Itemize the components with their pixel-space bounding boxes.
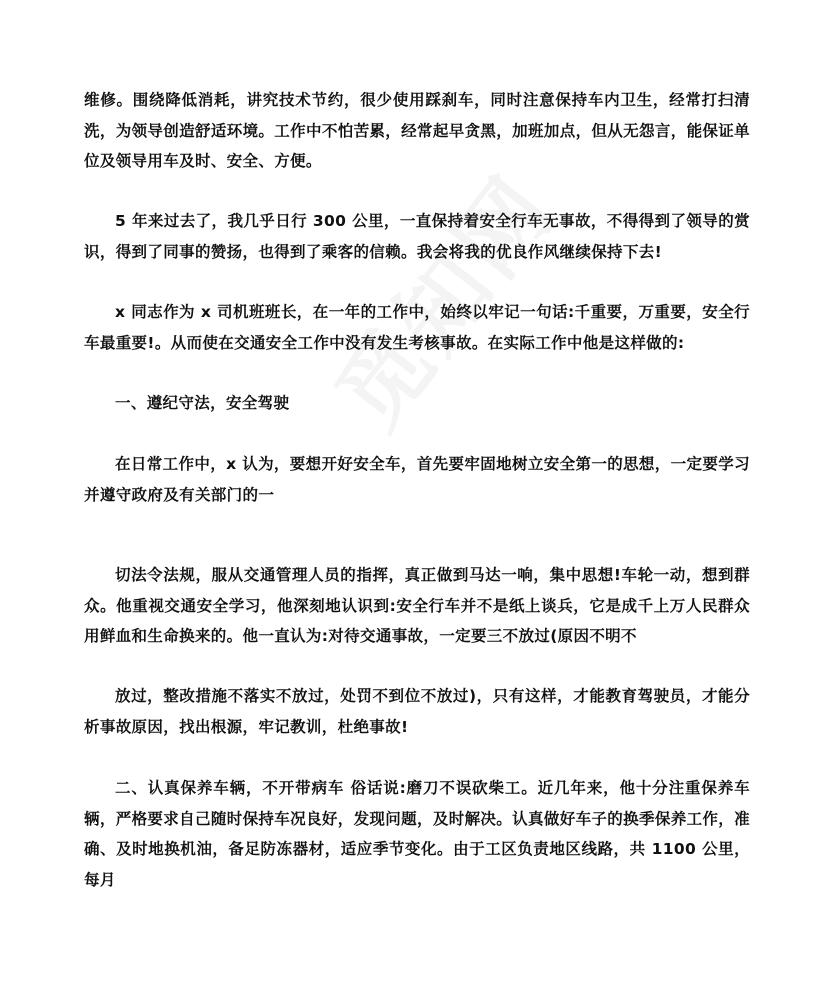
paragraph-vehicle-maintenance: 二、认真保养车辆，不开带病车 俗话说:磨刀不误砍柴工。近几年来，他十分注重保养车辆，严格要求自己随时保持车况良好，发现问题，及时解决。认真做好车子的换季保养工作，准确、及时地换机油，备足防冻器材，适应季节变化。由于工区负责地区线路，共 1100 公里，每月 — [84, 779, 750, 889]
paragraph-three-no-pass: 放过，整改措施不落实不放过，处罚不到位不放过)，只有这样，才能教育驾驶员，才能分析事故原因，找出根源，牢记教训，杜绝事故! — [84, 687, 750, 736]
section-heading-1: 一、遵纪守法，安全驾驶 — [115, 394, 290, 412]
paragraph-maintenance: 维修。围绕降低消耗，讲究技术节约，很少使用踩刹车，同时注意保持车内卫生，经常打扫清洗，为领导创造舒适环境。工作中不怕苦累，经常起早贪黑，加班加点，但从无怨言，能保证单位及领导用车及时、安全、方便。 — [84, 91, 750, 170]
paragraph-laws: 切法令法规，服从交通管理人员的指挥，真正做到马达一响，集中思想!车轮一动，想到群众。他重视交通安全学习，他深刻地认识到:安全行车并不是纸上谈兵，它是成千上万人民群众用鲜血和生命换来的。他一直认为:对待交通事故，一定要三不放过(原因不明不 — [84, 566, 750, 645]
paragraph-daily-work: 在日常工作中，x 认为，要想开好安全车，首先要牢固地树立安全第一的思想，一定要学习并遵守政府及有关部门的一 — [84, 455, 750, 504]
paragraph-five-years: 5 年来过去了，我几乎日行 300 公里，一直保持着安全行车无事故，不得得到了领导的赏识，得到了同事的赞扬，也得到了乘客的信赖。我会将我的优良作风继续保持下去! — [84, 212, 750, 261]
paragraph-team-leader: x 同志作为 x 司机班班长，在一年的工作中，始终以牢记一句话:千重要，万重要，安全行车最重要!。从而使在交通安全工作中没有发生考核事故。在实际工作中他是这样做的: — [84, 303, 750, 352]
